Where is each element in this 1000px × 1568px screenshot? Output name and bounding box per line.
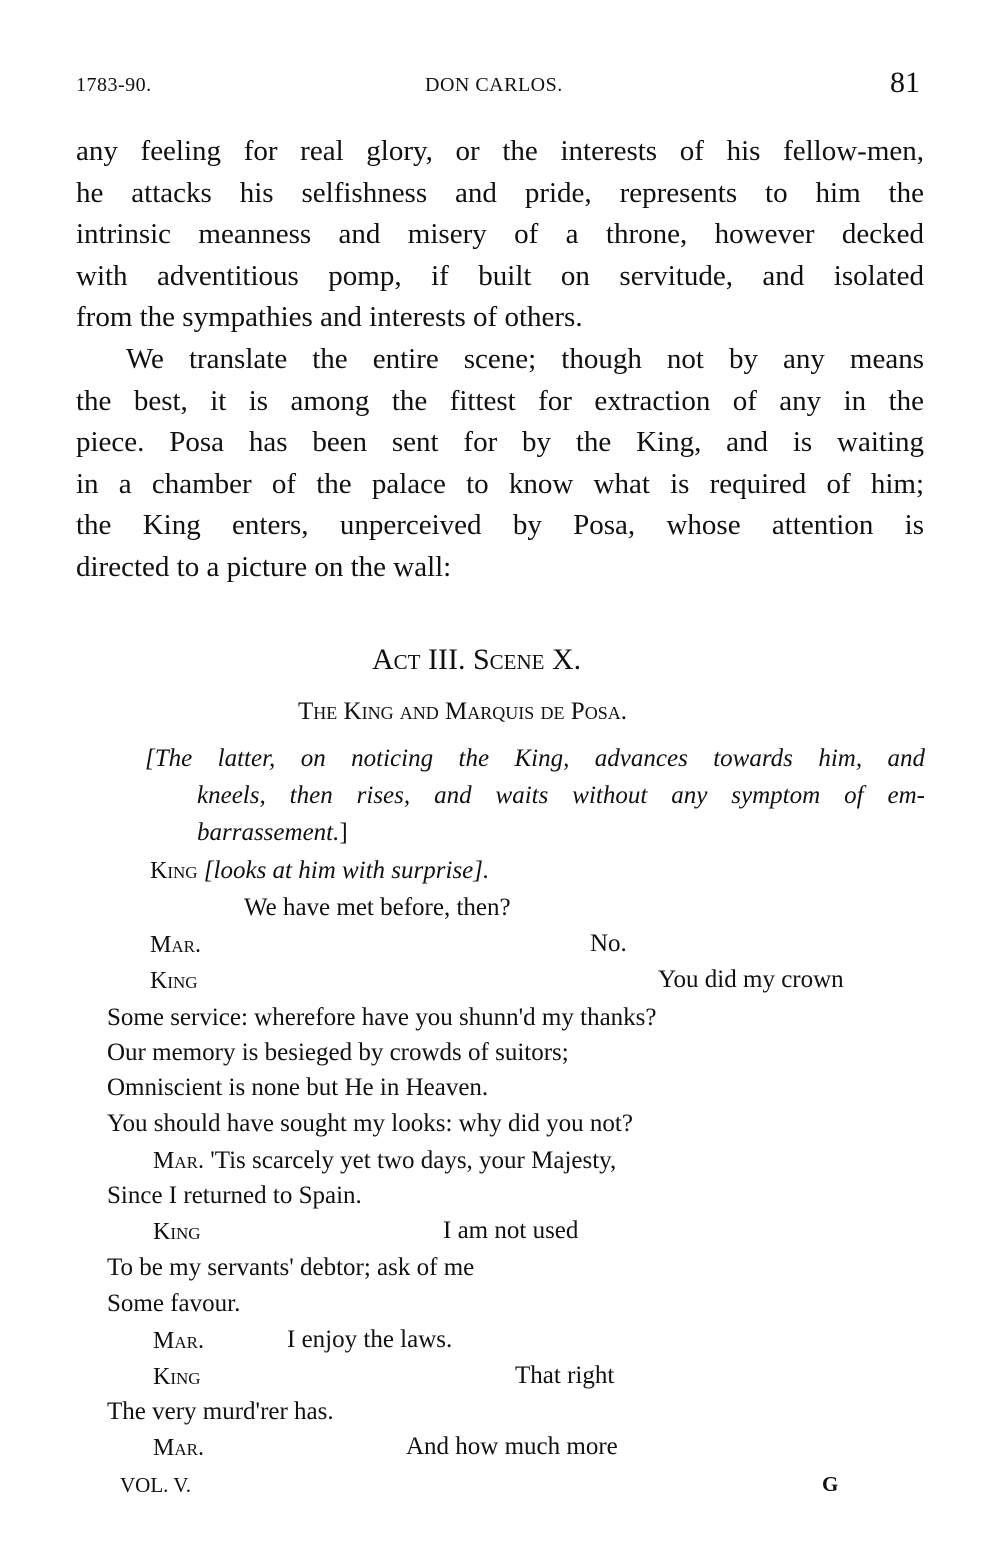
verse-line: To be my servants' debtor; ask of me bbox=[107, 1254, 475, 1281]
text-line: with adventitious pomp, if built on servitude, and isolated bbox=[76, 259, 924, 292]
verse-line: Since I returned to Spain. bbox=[107, 1182, 362, 1209]
scene-heading: Act III. Scene X. bbox=[372, 643, 582, 676]
bracket-close: ] bbox=[339, 819, 348, 846]
verse-line: Omniscient is none but He in Heaven. bbox=[107, 1074, 489, 1101]
verse-line: You should have sought my looks: why did you not? bbox=[107, 1110, 633, 1137]
text-line: directed to a picture on the wall: bbox=[76, 550, 452, 583]
volume-mark: VOL. V. bbox=[120, 1473, 191, 1497]
text-line: piece. Posa has been sent for by the King, and is waiting bbox=[76, 426, 924, 459]
text-line: in a chamber of the palace to know what is required of him; bbox=[76, 467, 924, 500]
verse-line: 'Tis scarcely yet two days, your Majesty, bbox=[210, 1147, 617, 1174]
signature-mark: G bbox=[822, 1472, 839, 1496]
speaker-mar: Mar. bbox=[150, 932, 201, 958]
verse-line: And how much more bbox=[406, 1433, 618, 1460]
speech-mar-2 bbox=[153, 1147, 616, 1175]
verse-line: Some favour. bbox=[107, 1290, 241, 1317]
running-head-title: DON CARLOS. bbox=[425, 74, 563, 96]
text-line: from the sympathies and interests of others. bbox=[76, 301, 583, 334]
stage-line-text: The latter, on noticing the King, advances towards him, and bbox=[154, 745, 925, 772]
verse-line: We have met before, then? bbox=[244, 894, 511, 921]
stage-direction-inline: [looks at him with surprise]. bbox=[203, 857, 490, 884]
stage-direction bbox=[145, 740, 925, 851]
text-line: the best, it is among the fittest for extraction of any in the bbox=[76, 384, 924, 417]
verse-line: That right bbox=[515, 1362, 615, 1389]
verse-line: I am not used bbox=[443, 1217, 579, 1244]
text-line: intrinsic meanness and misery of a throne, however decked bbox=[76, 218, 924, 251]
verse-line: I enjoy the laws. bbox=[287, 1326, 453, 1353]
speaker-mar: Mar. bbox=[153, 1435, 204, 1461]
speech-king-1 bbox=[150, 857, 489, 885]
speaker-king: King bbox=[153, 1364, 201, 1390]
verse-line: The very murd'rer has. bbox=[107, 1398, 334, 1425]
speaker-mar: Mar. bbox=[153, 1328, 204, 1354]
dramatis-personae: The King and Marquis de Posa. bbox=[298, 698, 627, 725]
speaker-king: King bbox=[150, 968, 198, 994]
stage-line: kneels, then rises, and waits without any symptom of em- bbox=[197, 782, 925, 809]
bracket-open: [ bbox=[145, 745, 155, 772]
verse-line: Our memory is besieged by crowds of suitors; bbox=[107, 1039, 569, 1066]
verse-line: Some service: wherefore have you shunn'd my thanks? bbox=[107, 1004, 657, 1031]
stage-line-text: barrassement. bbox=[197, 819, 340, 846]
verse-line: No. bbox=[590, 930, 627, 957]
text-line: We translate the entire scene; though not by any means bbox=[126, 343, 924, 375]
running-head-date: 1783-90. bbox=[76, 74, 152, 96]
verse-line: You did my crown bbox=[658, 966, 844, 993]
page-number: 81 bbox=[890, 66, 920, 99]
speaker-king: King bbox=[153, 1219, 201, 1245]
text-line: the King enters, unperceived by Posa, whose attention is bbox=[76, 509, 924, 542]
text-line: he attacks his selfishness and pride, represents to him the bbox=[76, 176, 924, 209]
speaker-mar: Mar. bbox=[153, 1148, 204, 1174]
stage-line bbox=[145, 814, 925, 851]
paragraph-2 bbox=[76, 339, 924, 589]
stage-line bbox=[145, 740, 925, 777]
text-line: any feeling for real glory, or the interests of his fellow-men, bbox=[76, 135, 924, 167]
paragraph-1 bbox=[76, 131, 924, 339]
speaker-king: King bbox=[150, 858, 198, 884]
